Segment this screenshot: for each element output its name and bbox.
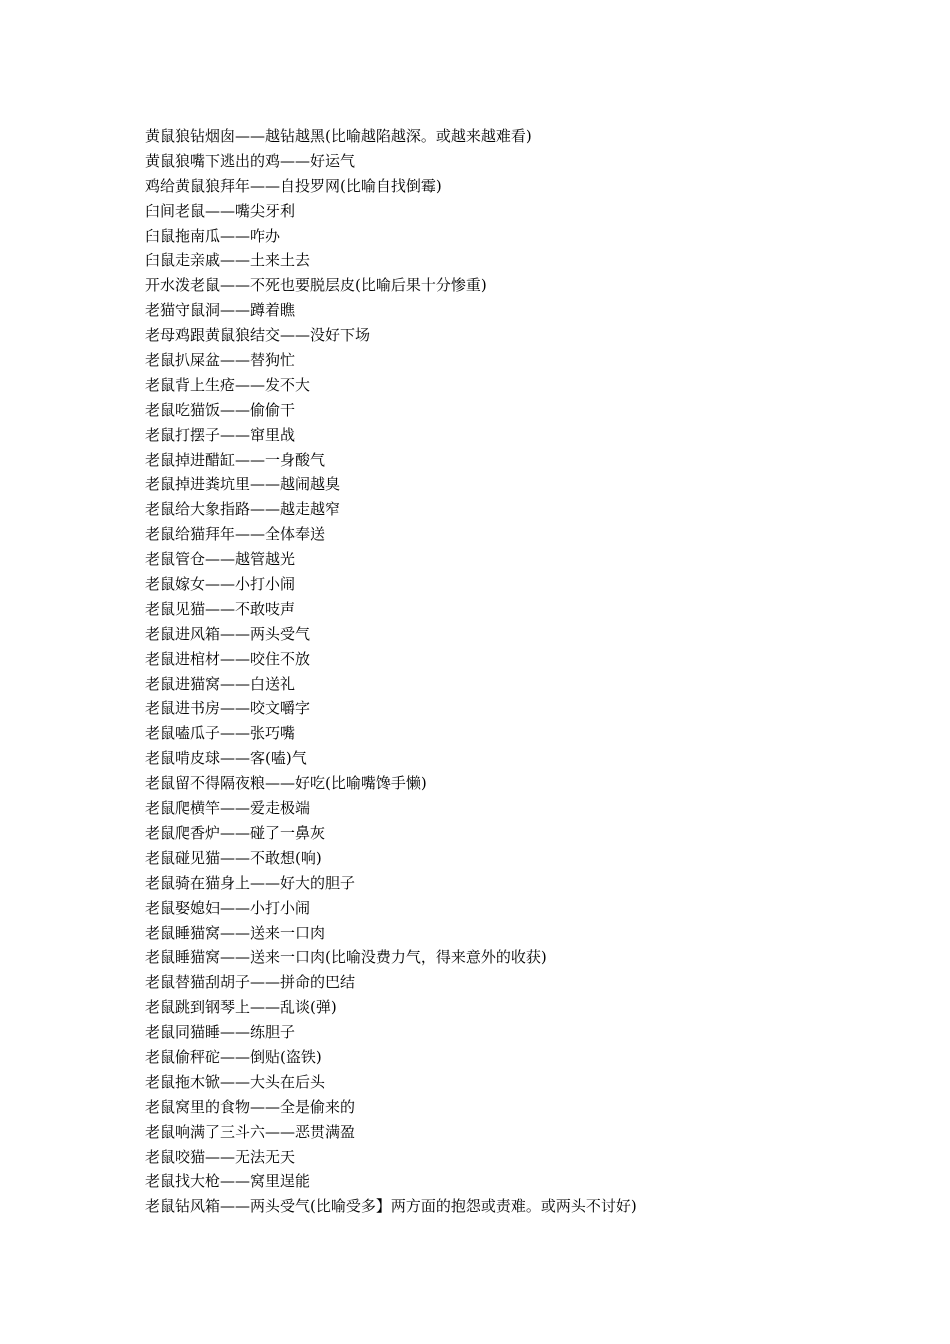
text-line: 老鼠爬香炉——碰了一鼻灰: [145, 823, 326, 842]
text-line: 老鼠给大象指路——越走越窄: [145, 500, 341, 519]
text-line: 老鼠掉进醋缸——一身酸气: [145, 450, 326, 469]
text-line: 臼鼠拖南瓜——咋办: [145, 226, 281, 245]
text-line: 老鼠掉进粪坑里——越闹越臭: [145, 475, 341, 494]
text-line: 老鼠睡猫窝——送来一口肉: [145, 923, 326, 942]
text-line: 老鼠进猫窝——白送礼: [145, 674, 296, 693]
text-line: 老鼠骑在猫身上——好大的胆子: [145, 873, 356, 892]
text-line: 老鼠找大枪——窝里逞能: [145, 1172, 311, 1191]
text-line: 鸡给黄鼠狼拜年——自投罗网(比喻自找倒霉): [145, 176, 442, 195]
text-line: 臼鼠走亲戚——土来土去: [145, 251, 311, 270]
text-line: 老鼠扒屎盆——替狗忙: [145, 351, 296, 370]
text-line: 老鼠碰见猫——不敢想(响): [145, 848, 322, 867]
text-line: 老鼠背上生疮——发不大: [145, 375, 311, 394]
text-line: 老鼠进棺材——咬住不放: [145, 649, 311, 668]
text-line: 老鼠吃猫饭——偷偷干: [145, 400, 296, 419]
text-line: 老鼠打摆子——窜里战: [145, 425, 296, 444]
text-line: 老鼠爬横竿——爱走极端: [145, 799, 311, 818]
text-line: 开水泼老鼠——不死也要脱层皮(比喻后果十分惨重): [145, 276, 487, 295]
text-line: 老鼠睡猫窝——送来一口肉(比喻没费力气，得来意外的收获): [145, 948, 547, 967]
text-line: 老鼠嫁女——小打小闹: [145, 575, 296, 594]
text-line: 老母鸡跟黄鼠狼结交——没好下场: [145, 326, 371, 345]
text-line: 老鼠进风箱——两头受气: [145, 624, 311, 643]
text-line: 老鼠留不得隔夜粮——好吃(比喻嘴馋手懒): [145, 774, 427, 793]
text-line: 老鼠窝里的食物——全是偷来的: [145, 1097, 356, 1116]
text-line: 老鼠咬猫——无法无天: [145, 1147, 296, 1166]
text-line: 老鼠给猫拜年——全体奉送: [145, 525, 326, 544]
idiom-list: [145, 124, 905, 1219]
text-line: 老鼠拖木锨——大头在后头: [145, 1072, 326, 1091]
text-line: 老鼠管仓——越管越光: [145, 550, 296, 569]
text-line: 臼间老鼠——嘴尖牙利: [145, 201, 296, 220]
text-line: 老猫守鼠洞——蹲着瞧: [145, 301, 296, 320]
text-line: 黄鼠狼钻烟囱——越钻越黑(比喻越陷越深。或越来越难看): [145, 127, 532, 145]
text-line: 老鼠跳到钢琴上——乱谈(弹): [145, 998, 337, 1017]
text-line: 老鼠见猫——不敢吱声: [145, 599, 296, 618]
text-line: 老鼠娶媳妇——小打小闹: [145, 898, 311, 917]
text-line: 老鼠替猫刮胡子——拼命的巴结: [145, 973, 356, 992]
text-line: 老鼠钻风箱——两头受气(比喻受多】两方面的抱怨或责难。或两头不讨好): [145, 1197, 637, 1216]
text-line: 黄鼠狼嘴下逃出的鸡——好运气: [145, 151, 356, 170]
text-line: 老鼠啃皮球——客(嗑)气: [145, 749, 307, 768]
text-line: 老鼠嗑瓜子——张巧嘴: [145, 724, 296, 743]
text-line: 老鼠响满了三斗六——恶贯满盈: [145, 1122, 356, 1141]
text-line: 老鼠进书房——咬文嚼字: [145, 699, 311, 718]
text-line: 老鼠同猫睡——练胆子: [145, 1023, 296, 1042]
text-line: 老鼠偷秤砣——倒贴(盗铁): [145, 1047, 322, 1066]
